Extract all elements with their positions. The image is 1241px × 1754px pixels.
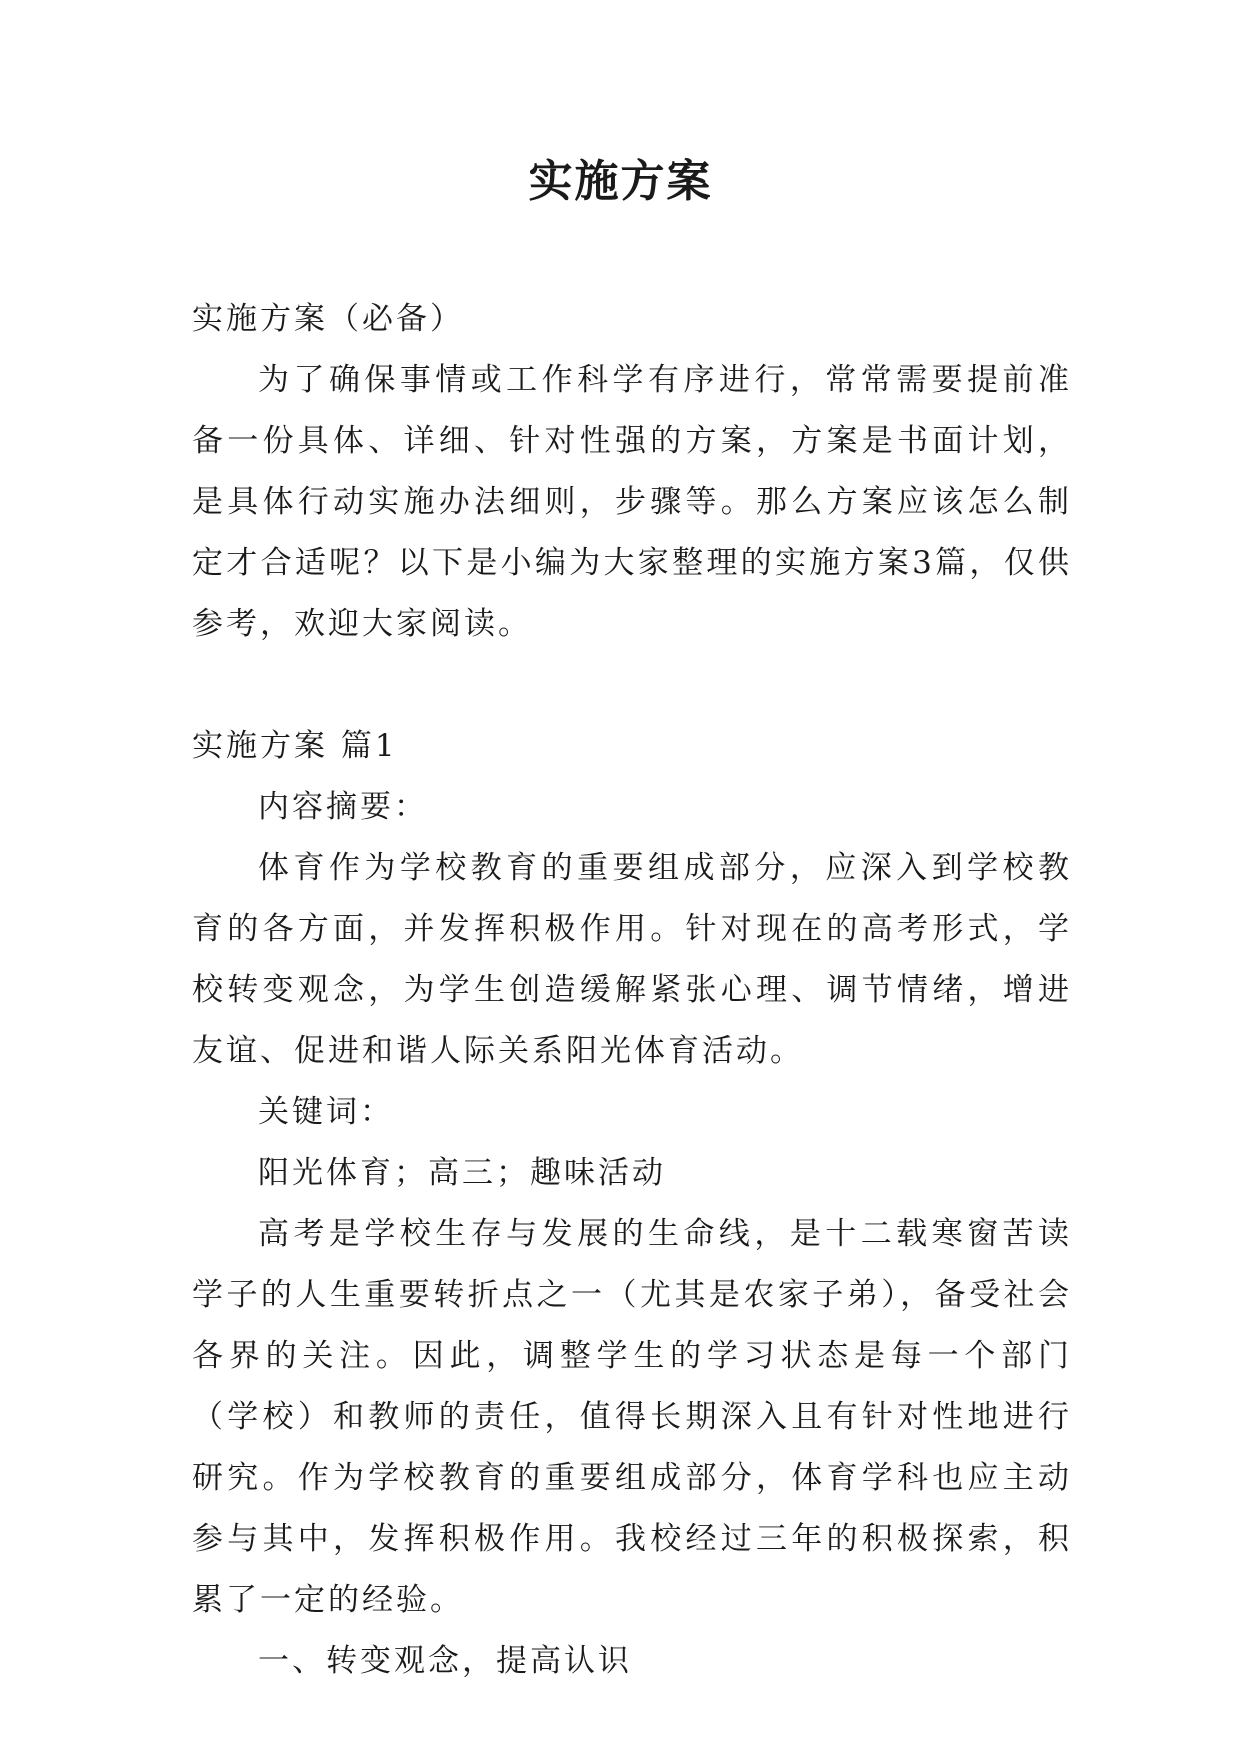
intro-paragraph: 为了确保事情或工作科学有序进行，常常需要提前准备一份具体、详细、针对性强的方案，方案是书面计划，是具体行动实施办法细则，步骤等。那么方案应该怎么制定才合适呢？以下是小编为大家整理的实施方案3篇，仅供参考，欢迎大家阅读。 [192, 362, 1072, 642]
keywords-text: 阳光体育；高三；趣味活动 [258, 1155, 666, 1191]
abstract-paragraph: 体育作为学校教育的重要组成部分，应深入到学校教育的各方面，并发挥积极作用。针对现在的高考形式，学校转变观念，为学生创造缓解紧张心理、调节情绪，增进友谊、促进和谐人际关系阳光体育活动。 [192, 850, 1072, 1069]
section-heading-part1: 实施方案 篇1 [192, 728, 398, 764]
abstract-label: 内容摘要： [258, 789, 428, 825]
document-title: 实施方案 [528, 156, 713, 207]
document-body [192, 289, 1072, 1692]
keywords-label: 关键词： [258, 1094, 394, 1130]
section-heading-intro: 实施方案（必备） [192, 301, 464, 337]
subsection-heading: 一、转变观念，提高认识 [258, 1643, 632, 1679]
body-paragraph: 高考是学校生存与发展的生命线，是十二载寒窗苦读学子的人生重要转折点之一（尤其是农家子弟），备受社会各界的关注。因此，调整学生的学习状态是每一个部门（学校）和教师的责任，值得长期深入且有针对性地进行研究。作为学校教育的重要组成部分，体育学科也应主动参与其中，发挥积极作用。我校经过三年的积极探索，积累了一定的经验。 [192, 1216, 1072, 1618]
